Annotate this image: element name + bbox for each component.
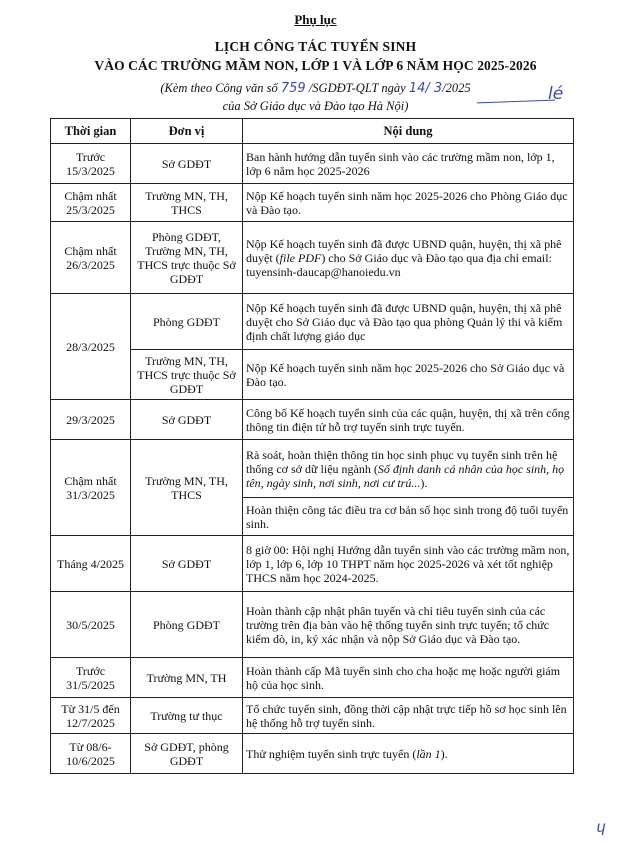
- row-unit: Phòng GDĐT, Trường MN, TH, THCS trực thuộc Sở GDĐT: [131, 222, 243, 294]
- row-time: Từ 31/5 đến 12/7/2025: [51, 698, 131, 734]
- table-row: [51, 184, 574, 222]
- row-content: Tổ chức tuyển sinh, đồng thời cập nhật trực tiếp hồ sơ học sinh lên hệ thống hỗ trợ tuyển sinh.: [243, 698, 574, 734]
- row-time: 30/5/2025: [51, 592, 131, 658]
- row-content: [243, 440, 574, 498]
- table-row: [51, 658, 574, 698]
- table-row: [51, 536, 574, 592]
- row-unit: Trường tư thục: [131, 698, 243, 734]
- subtitle-mid: /SGDĐT-QLT ngày: [308, 81, 406, 95]
- row-time: Trước 15/3/2025: [51, 144, 131, 184]
- row-time: Chậm nhất 25/3/2025: [51, 184, 131, 222]
- table-row: [51, 698, 574, 734]
- subtitle-line-2: của Sở Giáo dục và Đào tạo Hà Nội): [222, 99, 409, 113]
- row-unit: Phòng GDĐT: [131, 592, 243, 658]
- appendix-label: Phụ lục: [294, 12, 337, 27]
- row-time: 29/3/2025: [51, 400, 131, 440]
- row-content: Hoàn thành cấp Mã tuyển sinh cho cha hoặc mẹ hoặc người giám hộ của học sinh.: [243, 658, 574, 698]
- row-time: 28/3/2025: [51, 294, 131, 400]
- row-content: Hoàn thành cập nhật phân tuyến và chỉ tiêu tuyển sinh của các trường trên địa bàn vào hệ thống tuyển sinh trực tuyến; tổ chức kiểm dò, in, ký xác nhận và nộp Sở Giáo dục và Đào tạo.: [243, 592, 574, 658]
- subtitle-year: /2025: [442, 81, 471, 95]
- header-time: Thời gian: [51, 119, 131, 144]
- row-time: Tháng 4/2025: [51, 536, 131, 592]
- handwritten-date: 14/ 3: [408, 81, 443, 96]
- table-row: [51, 222, 574, 294]
- title-line-2: VÀO CÁC TRƯỜNG MẦM NON, LỚP 1 VÀ LỚP 6 NĂM HỌC 2025-2026: [94, 58, 537, 73]
- row-content: Nộp Kế hoạch tuyển sinh đã được UBND quận, huyện, thị xã phê duyệt cho Sở Giáo dục và Đào tạo qua phòng Quản lý thi và kiểm định chất lượng giáo dục: [243, 294, 574, 350]
- content-part: Thử nghiệm tuyển sinh trực tuyến (: [246, 746, 417, 761]
- content-part: Nộp Kế hoạch tuyển sinh đã được UBND quận, huyện, thị xã phê duyệt (: [246, 236, 562, 265]
- table-row: [51, 734, 574, 774]
- row-time: Chậm nhất 26/3/2025: [51, 222, 131, 294]
- table-row: [51, 400, 574, 440]
- content-italic: file PDF: [279, 250, 322, 265]
- row-time: Chậm nhất 31/3/2025: [51, 440, 131, 536]
- row-time: Trước 31/5/2025: [51, 658, 131, 698]
- row-content: [243, 222, 574, 294]
- header-unit: Đơn vị: [131, 119, 243, 144]
- row-content: Ban hành hướng dẫn tuyển sinh vào các trường mầm non, lớp 1, lớp 6 năm học 2025-2026: [243, 144, 574, 184]
- table-row: [51, 294, 574, 350]
- row-unit: Sở GDĐT, phòng GDĐT: [131, 734, 243, 774]
- title-line-1: LỊCH CÔNG TÁC TUYỂN SINH: [214, 39, 417, 54]
- handwritten-doc-number: 759: [280, 81, 306, 96]
- row-unit: Sở GDĐT: [131, 144, 243, 184]
- handwritten-mark: lé: [548, 84, 564, 104]
- header-content: Nội dung: [243, 119, 574, 144]
- content-italic: lần 1: [416, 746, 441, 761]
- table-row: [51, 144, 574, 184]
- content-part: Rà soát, hoàn thiện thông tin học sinh phục vụ tuyển sinh trên hệ thống cơ sở dữ liệu ngành (: [246, 447, 558, 476]
- content-part: ) cho Sở Giáo dục và Đào tạo qua địa chỉ email: tuyensinh-daucap@hanoiedu.vn: [246, 250, 552, 279]
- row-time: Từ 08/6-10/6/2025: [51, 734, 131, 774]
- row-unit: Phòng GDĐT: [131, 294, 243, 350]
- row-unit: Trường MN, TH, THCS: [131, 184, 243, 222]
- signature-mark: ɥ: [596, 818, 606, 836]
- row-unit: Sở GDĐT: [131, 400, 243, 440]
- table-row: [51, 440, 574, 498]
- content-italic: Số định danh cá nhân của học sinh, họ tên, ngày sinh, nơi sinh, nơi cư trú...: [246, 461, 565, 490]
- content-part: ).: [420, 475, 428, 490]
- subtitle-prefix: (Kèm theo Công văn số: [160, 81, 278, 95]
- subtitle-line-1: [0, 81, 631, 96]
- row-content: Nộp Kế hoạch tuyển sinh năm học 2025-2026 cho Sở Giáo dục và Đào tạo.: [243, 350, 574, 400]
- table-row: [51, 592, 574, 658]
- row-content: Nộp Kế hoạch tuyển sinh năm học 2025-2026 cho Phòng Giáo dục và Đào tạo.: [243, 184, 574, 222]
- row-unit: Trường MN, TH: [131, 658, 243, 698]
- row-unit: Sở GDĐT: [131, 536, 243, 592]
- table-header-row: [51, 119, 574, 144]
- row-content: 8 giờ 00: Hội nghị Hướng dẫn tuyển sinh vào các trường mầm non, lớp 1, lớp 6, lớp 10 THPT năm học 2025-2026 và xét tốt nghiệp THCS năm học 2024-2025.: [243, 536, 574, 592]
- row-content: Hoàn thiện công tác điều tra cơ bản số học sinh trong độ tuổi tuyển sinh.: [243, 498, 574, 536]
- schedule-table: [50, 118, 574, 774]
- row-content: [243, 734, 574, 774]
- row-content: Công bố Kế hoạch tuyển sinh của các quận, huyện, thị xã trên cổng thông tin điện tử hỗ trợ tuyển sinh trực tuyến.: [243, 400, 574, 440]
- row-unit: Trường MN, TH, THCS: [131, 440, 243, 536]
- content-part: ).: [440, 746, 448, 761]
- row-unit: Trường MN, TH, THCS trực thuộc Sở GDĐT: [131, 350, 243, 400]
